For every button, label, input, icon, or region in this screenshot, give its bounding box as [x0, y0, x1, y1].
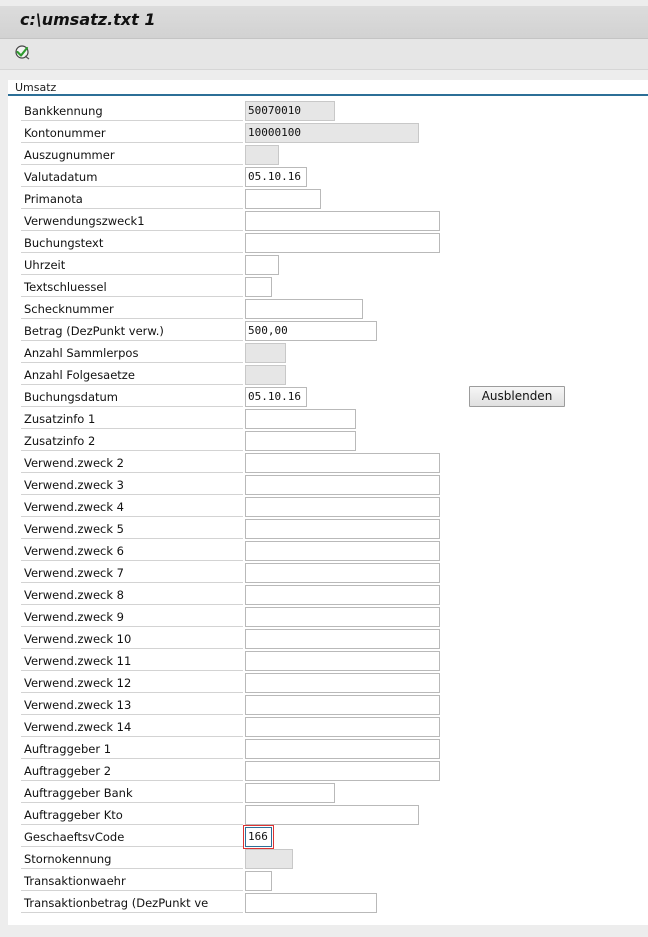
verwend-zweck-10-label: Verwend.zweck 10 — [21, 629, 243, 649]
valutadatum-label: Valutadatum — [21, 167, 243, 187]
zusatzinfo-2-label: Zusatzinfo 2 — [21, 431, 243, 451]
verwend-zweck-9-label: Verwend.zweck 9 — [21, 607, 243, 627]
betrag-field[interactable]: 500,00 — [245, 321, 377, 341]
form-row-verwend-zweck-2 — [21, 453, 441, 474]
auftraggeber-bank-label: Auftraggeber Bank — [21, 783, 243, 803]
verwend-zweck-8-field[interactable] — [245, 585, 440, 605]
form-row-verwend-zweck-6 — [21, 541, 441, 562]
form-row-zusatzinfo-2 — [21, 431, 441, 452]
schecknummer-label: Schecknummer — [21, 299, 243, 319]
verwend-zweck-5-label: Verwend.zweck 5 — [21, 519, 243, 539]
transaktionswaehr-field[interactable] — [245, 871, 272, 891]
form-row-bankkennung — [21, 101, 441, 122]
verwend-zweck-8-label: Verwend.zweck 8 — [21, 585, 243, 605]
auszugnummer-label: Auszugnummer — [21, 145, 243, 165]
uhrzeit-field[interactable] — [245, 255, 279, 275]
form-row-uhrzeit — [21, 255, 441, 276]
auszugnummer-field — [245, 145, 279, 165]
form-row-verwend-zweck-3 — [21, 475, 441, 496]
anzahl-folgesaetze-label: Anzahl Folgesaetze — [21, 365, 243, 385]
form-row-verwend-zweck-12 — [21, 673, 441, 694]
transaktionsbetrag-field[interactable] — [245, 893, 377, 913]
auftraggeber-2-field[interactable] — [245, 761, 440, 781]
window-title: c:\umsatz.txt 1 — [20, 10, 156, 29]
verwendungszweck1-label: Verwendungszweck1 — [21, 211, 243, 231]
form-row-verwend-zweck-10 — [21, 629, 441, 650]
buchungsdatum-field[interactable]: 05.10.16 — [245, 387, 307, 407]
form-row-kontonummer — [21, 123, 441, 144]
zusatzinfo-2-field[interactable] — [245, 431, 356, 451]
verwend-zweck-11-label: Verwend.zweck 11 — [21, 651, 243, 671]
textschluessel-label: Textschluessel — [21, 277, 243, 297]
buchungsdatum-label: Buchungsdatum — [21, 387, 243, 407]
form-row-textschluessel — [21, 277, 441, 298]
form-row-verwend-zweck-14 — [21, 717, 441, 738]
stornokennung-label: Stornokennung — [21, 849, 243, 869]
umsatz-panel — [8, 80, 648, 925]
verwend-zweck-10-field[interactable] — [245, 629, 440, 649]
form-row-verwend-zweck-5 — [21, 519, 441, 540]
form-row-anzahl-folgesaetze — [21, 365, 441, 386]
betrag-label: Betrag (DezPunkt verw.) — [21, 321, 243, 341]
verwend-zweck-3-label: Verwend.zweck 3 — [21, 475, 243, 495]
geschaeftsvcode-label: GeschaeftsvCode — [21, 827, 243, 847]
application-toolbar — [0, 39, 648, 70]
anzahl-sammlerpos-label: Anzahl Sammlerpos — [21, 343, 243, 363]
form-row-auszugnummer — [21, 145, 441, 166]
auftraggeber-bank-field[interactable] — [245, 783, 335, 803]
verwend-zweck-14-field[interactable] — [245, 717, 440, 737]
buchungstext-field[interactable] — [245, 233, 440, 253]
form-row-geschaeftsvcode — [21, 827, 441, 848]
primanota-field[interactable] — [245, 189, 321, 209]
verwend-zweck-11-field[interactable] — [245, 651, 440, 671]
verwend-zweck-14-label: Verwend.zweck 14 — [21, 717, 243, 737]
form-row-verwend-zweck-4 — [21, 497, 441, 518]
form-row-stornokennung — [21, 849, 441, 870]
panel-title: Umsatz — [15, 81, 57, 94]
verwend-zweck-4-field[interactable] — [245, 497, 440, 517]
transaktionsbetrag-label: Transaktionbetrag (DezPunkt ve — [21, 893, 243, 913]
bankkennung-field: 50070010 — [245, 101, 335, 121]
form-row-transaktionswaehr — [21, 871, 441, 892]
form-row-auftraggeber-2 — [21, 761, 441, 782]
form-row-auftraggeber-1 — [21, 739, 441, 760]
form-row-verwend-zweck-8 — [21, 585, 441, 606]
verwend-zweck-12-field[interactable] — [245, 673, 440, 693]
form-row-primanota — [21, 189, 441, 210]
kontonummer-label: Kontonummer — [21, 123, 243, 143]
verwend-zweck-6-field[interactable] — [245, 541, 440, 561]
auftraggeber-1-field[interactable] — [245, 739, 440, 759]
form-row-schecknummer — [21, 299, 441, 320]
geschaeftsvcode-field[interactable]: 166 — [245, 827, 272, 847]
auftraggeber-2-label: Auftraggeber 2 — [21, 761, 243, 781]
form-row-verwend-zweck-9 — [21, 607, 441, 628]
anzahl-sammlerpos-field — [245, 343, 286, 363]
form-row-auftraggeber-kto — [21, 805, 441, 826]
verwend-zweck-5-field[interactable] — [245, 519, 440, 539]
form-row-buchungsdatum — [21, 387, 441, 408]
ausblenden-button[interactable]: Ausblenden — [469, 386, 565, 407]
form-row-verwend-zweck-13 — [21, 695, 441, 716]
primanota-label: Primanota — [21, 189, 243, 209]
form-row-verwendungszweck1 — [21, 211, 441, 232]
transaktionswaehr-label: Transaktionwaehr — [21, 871, 243, 891]
zusatzinfo-1-field[interactable] — [245, 409, 356, 429]
execute-checkmark-icon[interactable] — [14, 44, 34, 62]
kontonummer-field: 10000100 — [245, 123, 419, 143]
verwend-zweck-12-label: Verwend.zweck 12 — [21, 673, 243, 693]
form-row-transaktionsbetrag — [21, 893, 441, 914]
verwend-zweck-7-label: Verwend.zweck 7 — [21, 563, 243, 583]
form-row-zusatzinfo-1 — [21, 409, 441, 430]
panel-title-divider — [8, 94, 648, 96]
form-row-verwend-zweck-11 — [21, 651, 441, 672]
verwend-zweck-7-field[interactable] — [245, 563, 440, 583]
verwend-zweck-2-label: Verwend.zweck 2 — [21, 453, 243, 473]
schecknummer-field[interactable] — [245, 299, 363, 319]
form-row-verwend-zweck-7 — [21, 563, 441, 584]
verwend-zweck-9-field[interactable] — [245, 607, 440, 627]
form-row-buchungstext — [21, 233, 441, 254]
title-bar — [0, 6, 648, 39]
valutadatum-field[interactable]: 05.10.16 — [245, 167, 307, 187]
verwend-zweck-3-field[interactable] — [245, 475, 440, 495]
stornokennung-field — [245, 849, 293, 869]
auftraggeber-1-label: Auftraggeber 1 — [21, 739, 243, 759]
form-row-valutadatum — [21, 167, 441, 188]
form-row-anzahl-sammlerpos — [21, 343, 441, 364]
verwendungszweck1-field[interactable] — [245, 211, 440, 231]
textschluessel-field[interactable] — [245, 277, 272, 297]
anzahl-folgesaetze-field — [245, 365, 286, 385]
verwend-zweck-2-field[interactable] — [245, 453, 440, 473]
verwend-zweck-6-label: Verwend.zweck 6 — [21, 541, 243, 561]
form-row-auftraggeber-bank — [21, 783, 441, 804]
verwend-zweck-13-field[interactable] — [245, 695, 440, 715]
uhrzeit-label: Uhrzeit — [21, 255, 243, 275]
verwend-zweck-4-label: Verwend.zweck 4 — [21, 497, 243, 517]
auftraggeber-kto-label: Auftraggeber Kto — [21, 805, 243, 825]
verwend-zweck-13-label: Verwend.zweck 13 — [21, 695, 243, 715]
auftraggeber-kto-field[interactable] — [245, 805, 419, 825]
form-row-betrag — [21, 321, 441, 342]
bankkennung-label: Bankkennung — [21, 101, 243, 121]
zusatzinfo-1-label: Zusatzinfo 1 — [21, 409, 243, 429]
buchungstext-label: Buchungstext — [21, 233, 243, 253]
